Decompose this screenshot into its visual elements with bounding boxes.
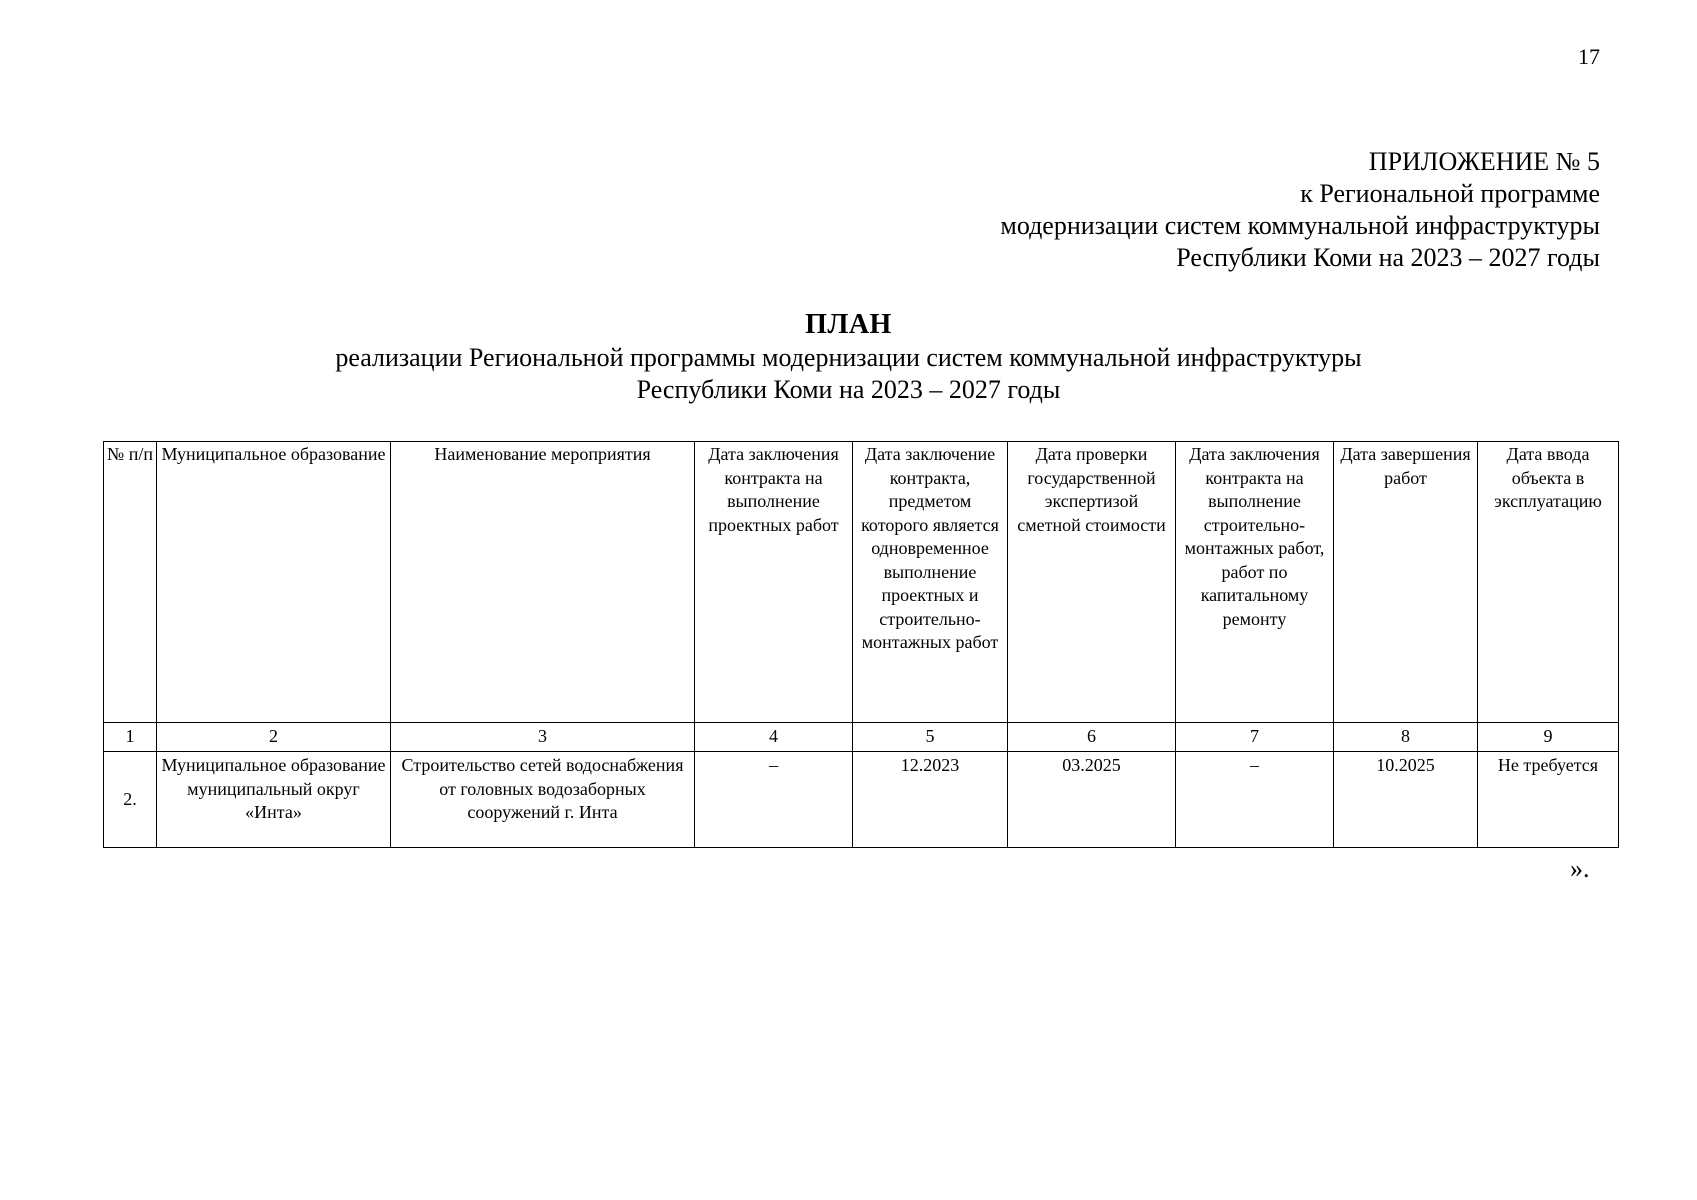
combined-contract-date-cell: 12.2023 — [853, 752, 1008, 848]
table-header-row — [104, 442, 1619, 723]
column-number-cell: 1 — [104, 723, 157, 752]
expertise-date-cell: 03.2025 — [1008, 752, 1176, 848]
plan-table — [103, 441, 1619, 848]
column-number-cell: 9 — [1478, 723, 1619, 752]
column-number-cell: 8 — [1334, 723, 1478, 752]
header-cell: Дата заключения контракта на выполнение проектных работ — [695, 442, 853, 723]
header-cell: Дата проверки государственной экспертизой сметной стоимости — [1008, 442, 1176, 723]
header-cell: Муниципальное образование — [157, 442, 391, 723]
design-contract-date-cell: – — [695, 752, 853, 848]
document-subtitle-line-1: реализации Региональной программы модернизации систем коммунальной инфраструктуры — [335, 343, 1362, 372]
annex-line-1: ПРИЛОЖЕНИЕ № 5 — [1368, 147, 1600, 176]
column-number-cell: 2 — [157, 723, 391, 752]
document-title-block — [0, 308, 1697, 406]
construction-contract-date-cell: – — [1176, 752, 1334, 848]
page-number: 17 — [1578, 44, 1600, 69]
column-number-cell: 4 — [695, 723, 853, 752]
completion-date-cell: 10.2025 — [1334, 752, 1478, 848]
municipality-cell: Муниципальное образование муниципальный округ «Инта» — [157, 752, 391, 848]
table-row — [104, 752, 1619, 848]
column-number-cell: 5 — [853, 723, 1008, 752]
activity-name-cell: Строительство сетей водоснабжения от головных водозаборных сооружений г. Инта — [391, 752, 695, 848]
column-number-row — [104, 723, 1619, 752]
document-title: ПЛАН — [805, 309, 892, 340]
annex-line-3: модернизации систем коммунальной инфраструктуры — [1000, 211, 1600, 240]
annex-heading — [1000, 146, 1600, 274]
header-cell: Дата заключение контракта, предметом которого является одновременное выполнение проектных и строительно-монтажных работ — [853, 442, 1008, 723]
annex-line-2: к Региональной программе — [1300, 179, 1600, 208]
column-number-cell: 7 — [1176, 723, 1334, 752]
header-cell: Дата завершения работ — [1334, 442, 1478, 723]
annex-line-4: Республики Коми на 2023 – 2027 годы — [1176, 243, 1600, 272]
document-subtitle-line-2: Республики Коми на 2023 – 2027 годы — [636, 375, 1061, 404]
column-number-cell: 3 — [391, 723, 695, 752]
commissioning-date-cell: Не требуется — [1478, 752, 1619, 848]
header-cell: № п/п — [104, 442, 157, 723]
header-cell: Дата ввода объекта в эксплуатацию — [1478, 442, 1619, 723]
column-number-cell: 6 — [1008, 723, 1176, 752]
header-cell: Дата заключения контракта на выполнение строительно-монтажных работ, работ по капитальному ремонту — [1176, 442, 1334, 723]
closing-quote-mark: ». — [1570, 854, 1590, 883]
row-number-cell: 2. — [104, 752, 157, 848]
header-cell: Наименование мероприятия — [391, 442, 695, 723]
